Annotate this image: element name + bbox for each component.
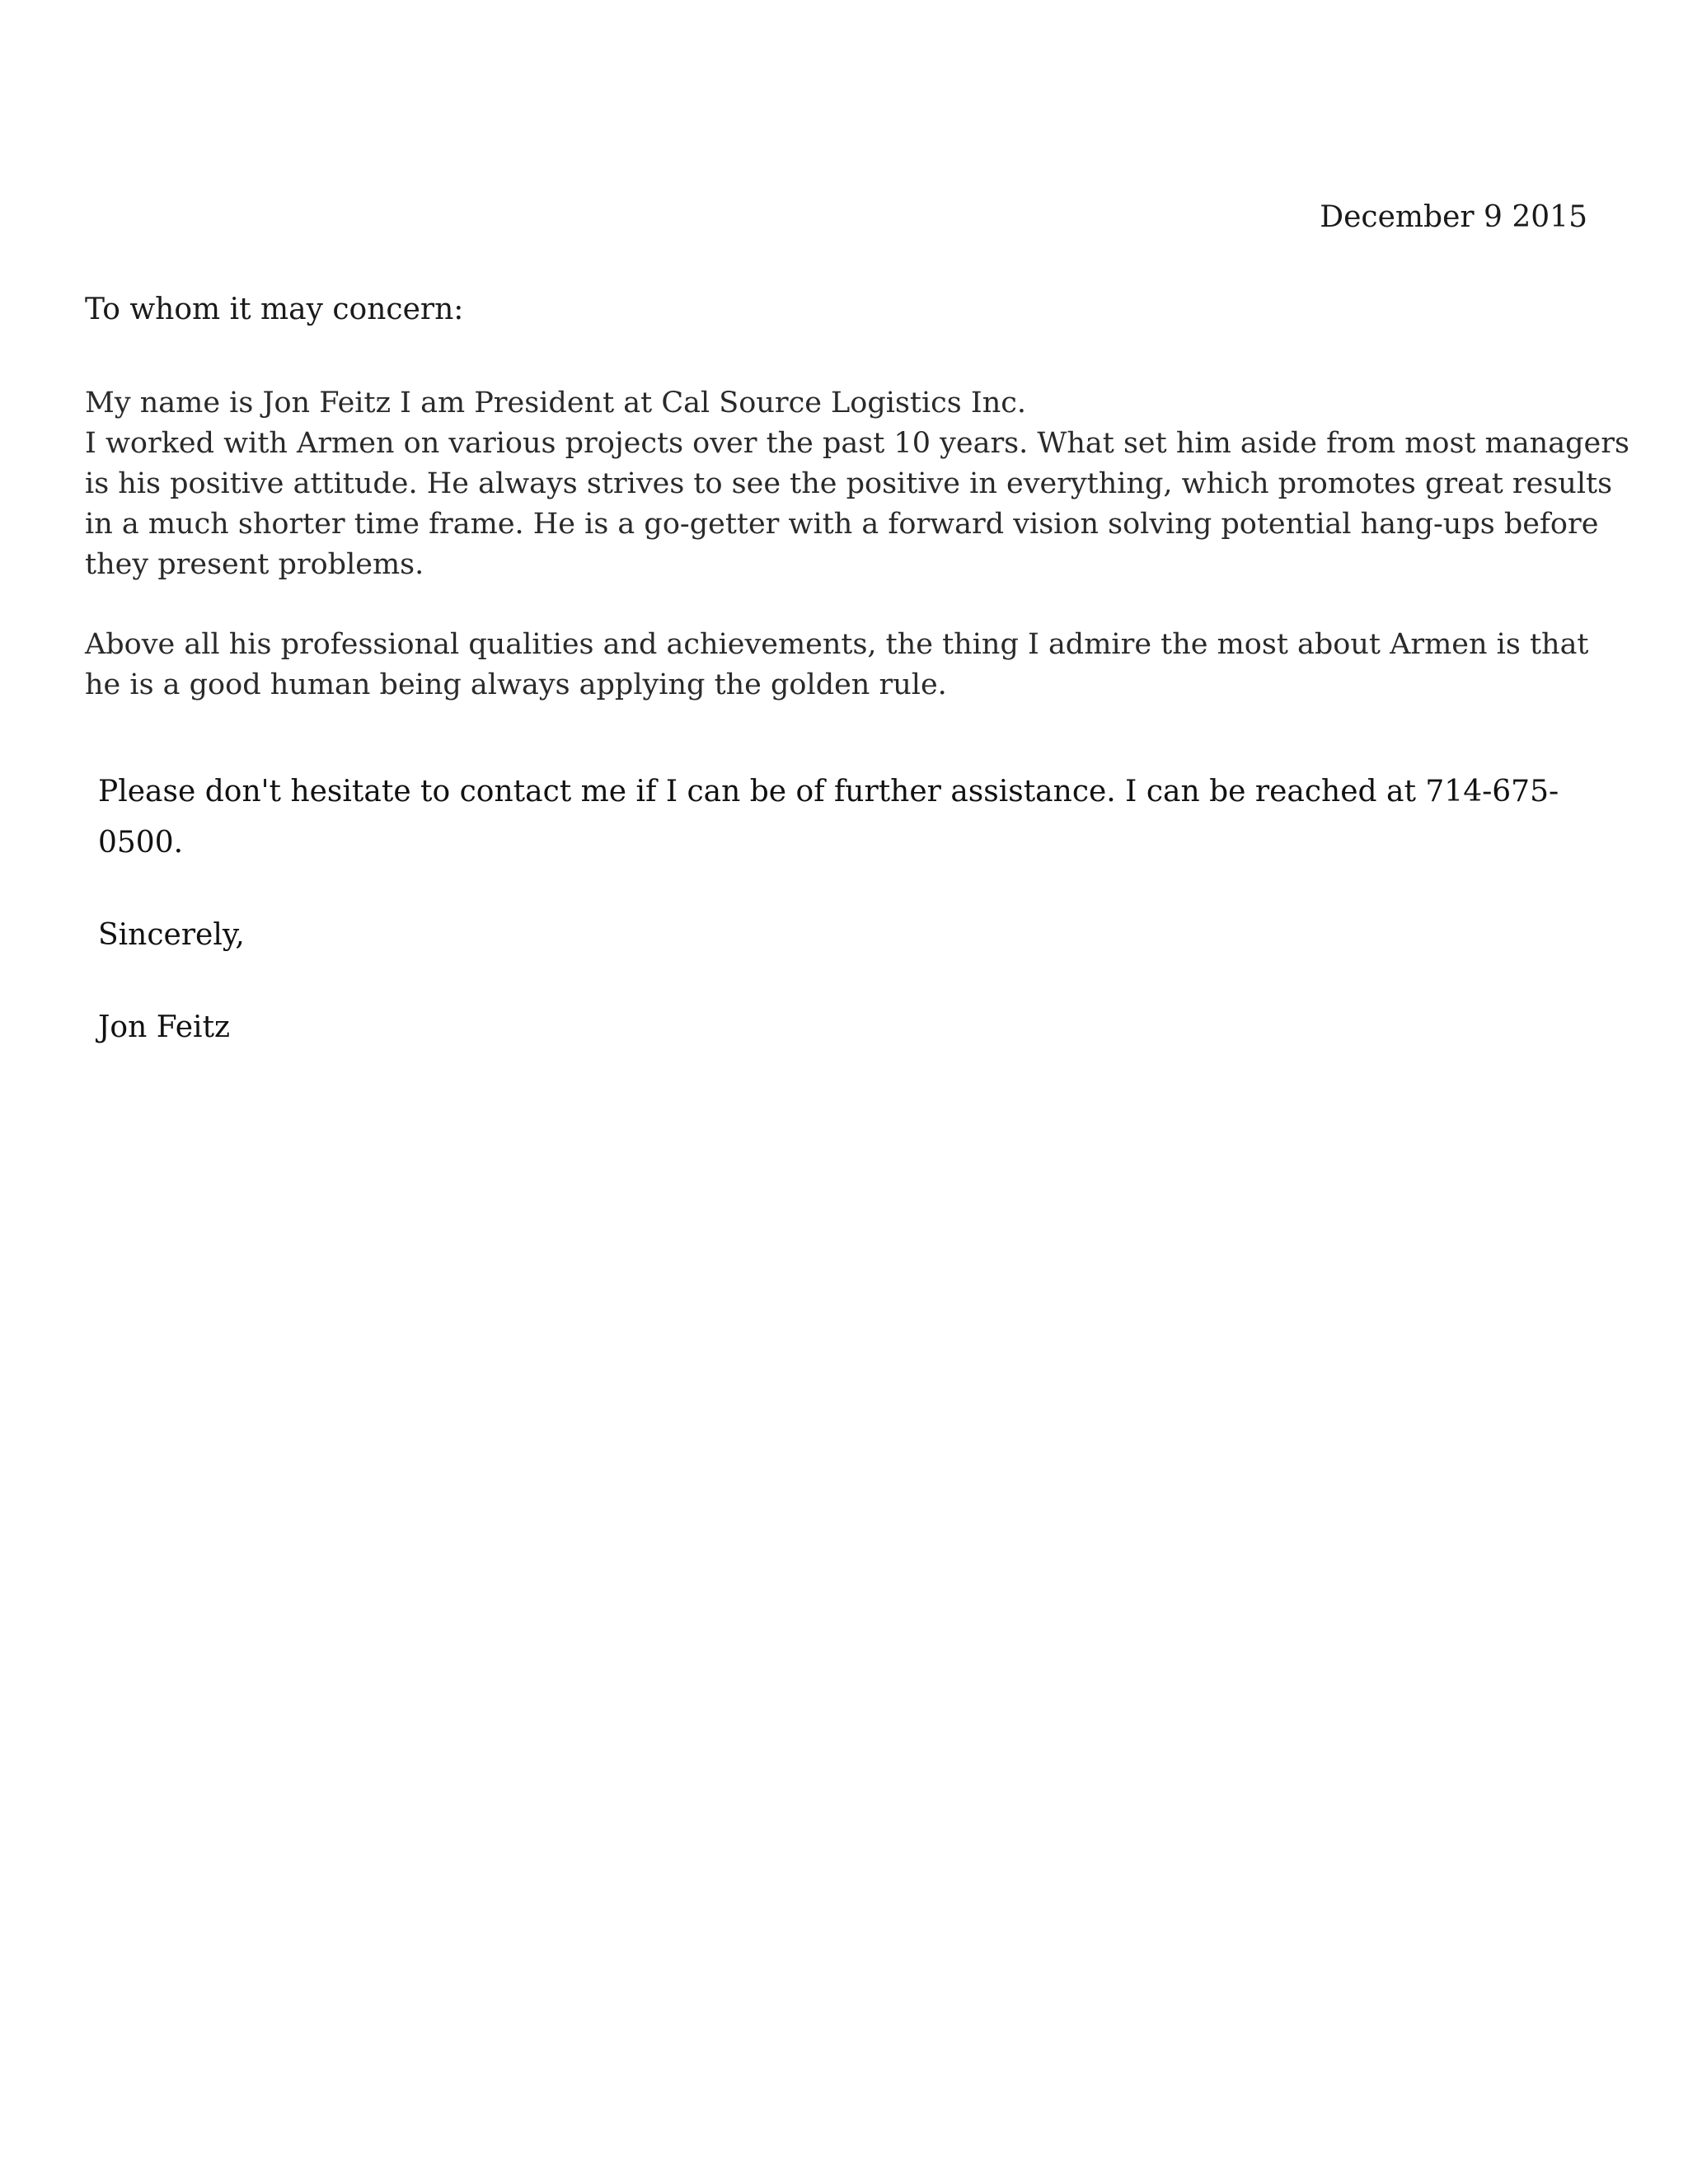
intro-line — [85, 383, 1606, 424]
paragraph-line: he is a good human being always applying the golden rule. — [85, 668, 947, 701]
paragraph-experience — [85, 424, 1629, 585]
paragraph-line: they present problems. — [85, 548, 424, 581]
intro-text: My name is Jon Feitz I am President at Cal Source Logistics Inc. — [85, 387, 1026, 419]
contact-line: 0500. — [98, 826, 184, 860]
paragraph-line: Above all his professional qualities and achievements, the thing I admire the most about Armen is that — [85, 628, 1589, 661]
signature-name: Jon Feitz — [98, 1010, 230, 1044]
paragraph-line: I worked with Armen on various projects over the past 10 years. What set him aside from most managers — [85, 427, 1629, 460]
closing-text: Sincerely, — [98, 918, 245, 952]
paragraph-character — [85, 625, 1606, 705]
closing — [98, 910, 245, 961]
contact-line: Please don't hesitate to contact me if I can be of further assistance. I can be reached at 714-675- — [98, 775, 1559, 808]
signature-block — [98, 1002, 230, 1053]
contact-paragraph — [98, 766, 1559, 869]
paragraph-line: in a much shorter time frame. He is a go-getter with a forward vision solving potential hang-ups before — [85, 508, 1599, 541]
salutation: To whom it may concern: — [85, 293, 464, 326]
letter-date: December 9 2015 — [1320, 200, 1587, 234]
paragraph-line: is his positive attitude. He always strives to see the positive in everything, which promotes great results — [85, 467, 1613, 500]
